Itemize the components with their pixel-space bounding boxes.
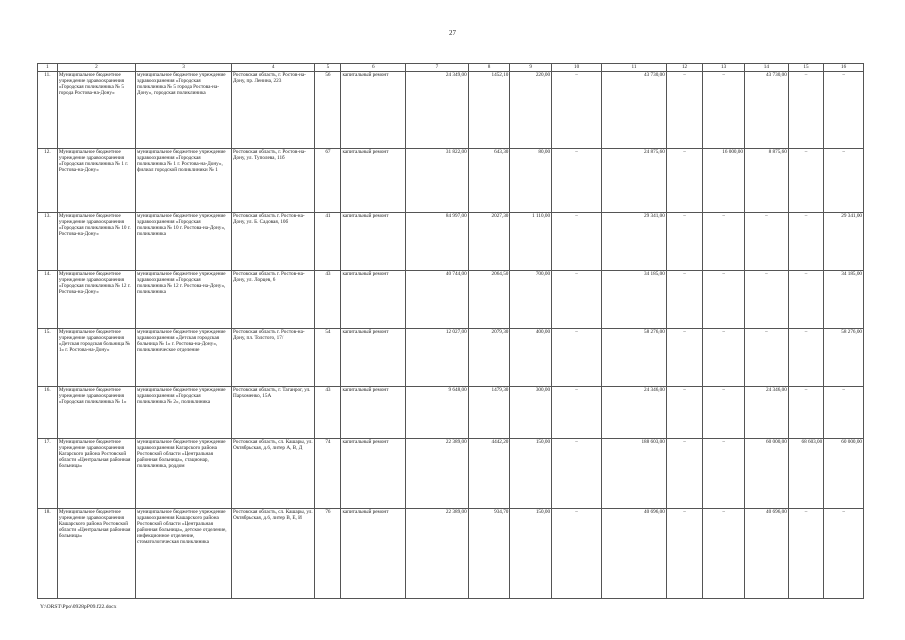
- table-cell: Муниципальное бюджетное учреждение здравоохранения «Городская поликлиника № 10 г. Ростова-на-Дону»: [57, 213, 135, 271]
- table-cell: капитальный ремонт: [341, 329, 406, 387]
- column-header: 13: [703, 64, 745, 72]
- table-cell: 43 730,00: [744, 72, 788, 149]
- table-cell: 29 341,00: [602, 213, 667, 271]
- table-row: [38, 439, 864, 509]
- table-cell: 1479,30: [468, 387, 510, 439]
- table-cell: муниципальное бюджетное учреждение здравоохранения «Городская поликлиника № 10 г. Ростова-на-Дону», поликлиника: [136, 213, 232, 271]
- table-cell: 29 341,00: [824, 213, 864, 271]
- table-cell: –: [744, 271, 788, 329]
- table-cell: 934,70: [468, 509, 510, 599]
- column-header: 5: [315, 64, 341, 72]
- table-cell: муниципальное бюджетное учреждение здравоохранения «Городская поликлиника № 1 г. Ростова-на-Дону», филиал городской поликлиники № 1: [136, 149, 232, 213]
- table-cell: –: [703, 439, 745, 509]
- table-cell: Ростовская область, сл. Кашары, ул. Октябрьская, д.6, литер В, Е, И: [231, 509, 314, 599]
- table-cell: –: [666, 439, 703, 509]
- column-header: 8: [468, 64, 510, 72]
- table-cell: 40 696,00: [602, 509, 667, 599]
- table-cell: Муниципальное бюджетное учреждение здравоохранения «Городская поликлиника № 1»: [57, 387, 135, 439]
- table-cell: –: [788, 329, 823, 387]
- column-header: 4: [231, 64, 314, 72]
- table-cell: 84 997,00: [406, 213, 469, 271]
- table-cell: 24 875,60: [602, 149, 667, 213]
- table-cell: 43 730,00: [602, 72, 667, 149]
- table-cell: 67: [315, 149, 341, 213]
- table-cell: –: [824, 72, 864, 149]
- table-cell: 18.: [38, 509, 58, 599]
- table-cell: 60 000,00: [744, 439, 788, 509]
- column-header: 14: [744, 64, 788, 72]
- table-cell: муниципальное бюджетное учреждение здравоохранения «Городская поликлиника № 12 г. Ростова-на-Дону», поликлиника: [136, 271, 232, 329]
- table-cell: 150,00: [510, 509, 552, 599]
- table-cell: 40 696,00: [744, 509, 788, 599]
- table-cell: 700,00: [510, 271, 552, 329]
- table-cell: муниципальное бюджетное учреждение здравоохранения «Городская поликлиника № 5 города Ростова-на-Дону», городская поликлиника: [136, 72, 232, 149]
- table-cell: –: [552, 149, 602, 213]
- table-cell: Муниципальное бюджетное учреждение здравоохранения «Городская поликлиника № 1 г. Ростова-на-Дону»: [57, 149, 135, 213]
- table-cell: –: [824, 387, 864, 439]
- table-cell: Ростовская область, г. Ростов-на-Дону, ул. Туполева, 11б: [231, 149, 314, 213]
- column-header: 6: [341, 64, 406, 72]
- table-cell: муниципальное бюджетное учреждение здравоохранения «Детская городская больница № 1» г. Ростова-на-Дону», поликлиническое отделение: [136, 329, 232, 387]
- page-number: 27: [449, 29, 456, 37]
- table-cell: 24 349,00: [406, 72, 469, 149]
- table-cell: 2027,30: [468, 213, 510, 271]
- table-cell: –: [552, 329, 602, 387]
- table-cell: муниципальное бюджетное учреждение здравоохранения Кагарского района Ростовской области «Центральная районная больница», стационар, поликлиника, роддом: [136, 439, 232, 509]
- table-cell: Муниципальное бюджетное учреждение здравоохранения «Городская поликлиника № 12 г. Ростова-на-Дону»: [57, 271, 135, 329]
- table-cell: –: [788, 271, 823, 329]
- table-cell: –: [552, 439, 602, 509]
- column-header: 11: [602, 64, 667, 72]
- table-cell: –: [552, 72, 602, 149]
- table-cell: Ростовская область, г. Ростов-на-Дону, пр. Ленина, 223: [231, 72, 314, 149]
- table-cell: 22 389,00: [406, 439, 469, 509]
- table-cell: –: [552, 509, 602, 599]
- table-cell: –: [744, 213, 788, 271]
- table-cell: 1452,10: [468, 72, 510, 149]
- table-cell: –: [552, 213, 602, 271]
- table-cell: 17.: [38, 439, 58, 509]
- table-cell: 15.: [38, 329, 58, 387]
- table-cell: 2079,30: [468, 329, 510, 387]
- table-cell: 58 276,00: [824, 329, 864, 387]
- table-cell: 16 000,00: [703, 149, 745, 213]
- table-cell: муниципальное бюджетное учреждение здравоохранения «Городская поликлиника № 2», поликлиника: [136, 387, 232, 439]
- table-cell: 2064,50: [468, 271, 510, 329]
- document-table: [37, 63, 864, 599]
- table-cell: капитальный ремонт: [341, 509, 406, 599]
- table-cell: Ростовская область г. Ростов-на-Дону, ул. Б. Садовая, 10б: [231, 213, 314, 271]
- table-cell: 220,00: [510, 72, 552, 149]
- table-cell: 400,00: [510, 329, 552, 387]
- table-cell: 56: [315, 72, 341, 149]
- table-cell: –: [824, 149, 864, 213]
- table-cell: 41: [315, 213, 341, 271]
- table-row: [38, 509, 864, 599]
- table-cell: –: [666, 149, 703, 213]
- column-header: 7: [406, 64, 469, 72]
- table-cell: –: [666, 387, 703, 439]
- column-header: 3: [136, 64, 232, 72]
- table-cell: капитальный ремонт: [341, 271, 406, 329]
- table-cell: 188 603,00: [602, 439, 667, 509]
- table-cell: 60 000,00: [824, 439, 864, 509]
- table-cell: 76: [315, 509, 341, 599]
- table-cell: 80,00: [510, 149, 552, 213]
- table-cell: –: [788, 509, 823, 599]
- table-cell: –: [703, 213, 745, 271]
- table-cell: –: [703, 329, 745, 387]
- column-header: 15: [788, 64, 823, 72]
- table-cell: –: [788, 387, 823, 439]
- table-row: [38, 149, 864, 213]
- table-row: [38, 72, 864, 149]
- table-cell: Муниципальное бюджетное учреждение здравоохранения Кашарского района Ростовской области «Центральная районная больница»: [57, 509, 135, 599]
- table-cell: муниципальное бюджетное учреждение здравоохранения Кашарского района Ростовской области «Центральная районная больница», детское отделение, инфекционное отделение, стоматологическая поликлиника: [136, 509, 232, 599]
- table-cell: 22 389,00: [406, 509, 469, 599]
- table-cell: 300,00: [510, 387, 552, 439]
- table-cell: 34 185,00: [824, 271, 864, 329]
- table-cell: –: [788, 213, 823, 271]
- table-cell: 14.: [38, 271, 58, 329]
- table-cell: –: [552, 387, 602, 439]
- table-cell: капитальный ремонт: [341, 387, 406, 439]
- table-cell: капитальный ремонт: [341, 213, 406, 271]
- table-cell: 1 110,00: [510, 213, 552, 271]
- table-cell: 43: [315, 271, 341, 329]
- table-row: [38, 213, 864, 271]
- table-cell: капитальный ремонт: [341, 72, 406, 149]
- table-cell: 643,30: [468, 149, 510, 213]
- table-cell: –: [788, 72, 823, 149]
- table-cell: Муниципальное бюджетное учреждение здравоохранения Кагарского района Ростовской области «Центральная районная больница»: [57, 439, 135, 509]
- column-header: 16: [824, 64, 864, 72]
- table-cell: –: [703, 271, 745, 329]
- table-cell: –: [824, 509, 864, 599]
- table-cell: капитальный ремонт: [341, 149, 406, 213]
- table-cell: 11.: [38, 72, 58, 149]
- column-header: 10: [552, 64, 602, 72]
- table-cell: 24 346,00: [744, 387, 788, 439]
- table-row: [38, 271, 864, 329]
- column-header: 12: [666, 64, 703, 72]
- header-row: [38, 64, 864, 72]
- table-cell: –: [703, 387, 745, 439]
- table-cell: –: [703, 509, 745, 599]
- table-cell: 150,00: [510, 439, 552, 509]
- table-cell: 12.: [38, 149, 58, 213]
- table-cell: –: [666, 509, 703, 599]
- footer-file-path: Y:\ORST\Ppo\0928pP09.f22.docx: [40, 604, 117, 610]
- table-cell: Ростовская область, г. Таганрог, ул. Пархоменко, 15А: [231, 387, 314, 439]
- table-cell: Ростовская область, сл. Кашары, ул. Октябрьская, д.6, литер А, В, Д: [231, 439, 314, 509]
- table-cell: 9 648,00: [406, 387, 469, 439]
- table-cell: –: [666, 271, 703, 329]
- table-body: [38, 72, 864, 599]
- table-cell: 74: [315, 439, 341, 509]
- table-cell: 31 822,00: [406, 149, 469, 213]
- table-cell: 4442,20: [468, 439, 510, 509]
- table-cell: 43: [315, 387, 341, 439]
- column-header: 9: [510, 64, 552, 72]
- table-cell: Ростовская область г. Ростов-на-Дону, ул. Лорцев, 6: [231, 271, 314, 329]
- table-cell: 54: [315, 329, 341, 387]
- column-header: 1: [38, 64, 58, 72]
- table-cell: –: [666, 329, 703, 387]
- table-cell: –: [666, 213, 703, 271]
- table-row: [38, 387, 864, 439]
- table-cell: –: [552, 271, 602, 329]
- table-cell: капитальный ремонт: [341, 439, 406, 509]
- table-cell: –: [666, 72, 703, 149]
- table-cell: –: [788, 149, 823, 213]
- table-cell: 68 603,00: [788, 439, 823, 509]
- table-cell: 8 875,60: [744, 149, 788, 213]
- table-cell: –: [744, 329, 788, 387]
- table-cell: 40 744,00: [406, 271, 469, 329]
- table-cell: 13.: [38, 213, 58, 271]
- table-row: [38, 329, 864, 387]
- table-cell: 12 027,00: [406, 329, 469, 387]
- table-cell: –: [703, 72, 745, 149]
- table-cell: Ростовская область г. Ростов-на-Дону, пл. Толстого, 17/: [231, 329, 314, 387]
- column-header: 2: [57, 64, 135, 72]
- table-cell: 24 346,00: [602, 387, 667, 439]
- table-cell: 34 185,00: [602, 271, 667, 329]
- table-cell: 16.: [38, 387, 58, 439]
- table-cell: Муниципальное бюджетное учреждение здравоохранения «Детская городская больница № 1» г. Ростова-на-Дону»: [57, 329, 135, 387]
- table-cell: 58 276,00: [602, 329, 667, 387]
- table-cell: Муниципальное бюджетное учреждение здравоохранения «Городская поликлиника № 5 города Ростова-на-Дону»: [57, 72, 135, 149]
